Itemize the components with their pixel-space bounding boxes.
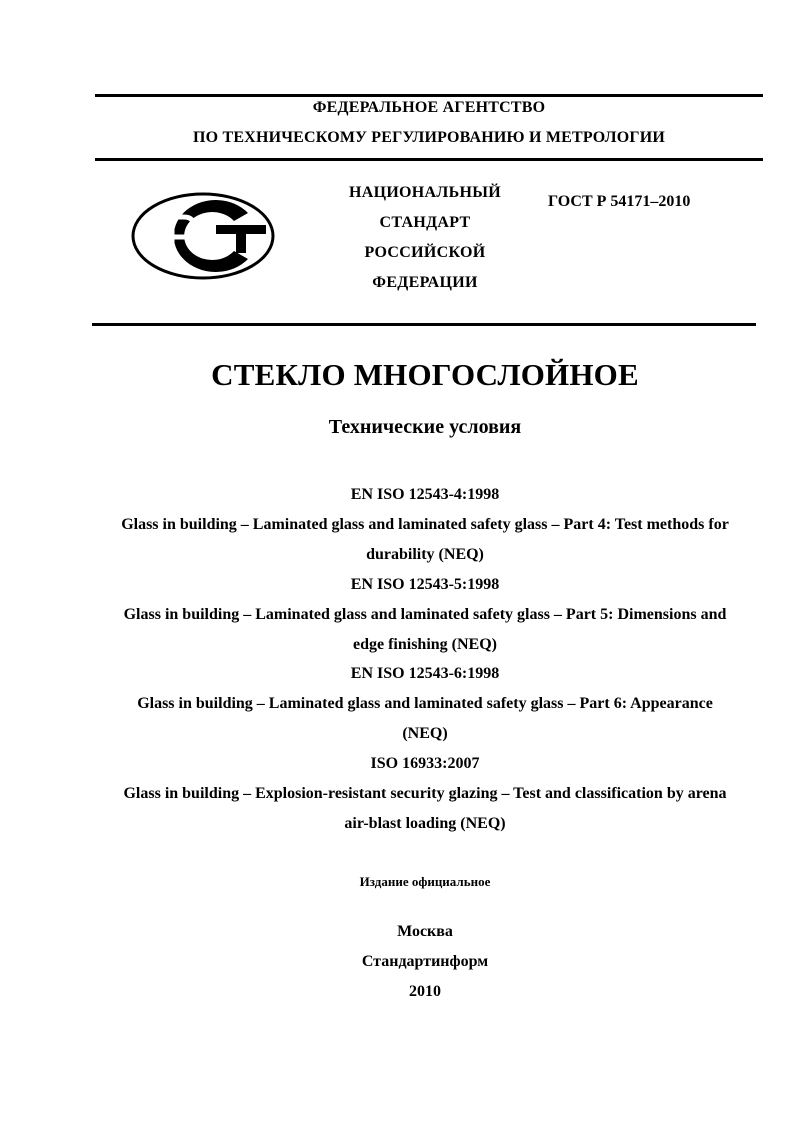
national-standard-line4: ФЕДЕРАЦИИ: [372, 274, 478, 291]
gost-r-logo: [130, 191, 276, 281]
agency-name-line1: ФЕДЕРАЛЬНОЕ АГЕНТСТВО: [312, 99, 546, 116]
related-standard-line: edge finishing (NEQ): [352, 636, 497, 653]
related-standard-line: Glass in building – Laminated glass and laminated safety glass – Part 5: Dimensions and: [123, 606, 727, 623]
related-standard-line: air-blast loading (NEQ): [344, 815, 506, 832]
publisher-name: Стандартинформ: [361, 953, 489, 970]
related-standard-line: (NEQ): [402, 725, 448, 742]
related-standard-line: Glass in building – Explosion-resistant security glazing – Test and classification by arena: [123, 785, 727, 802]
related-standard-line: Glass in building – Laminated glass and laminated safety glass – Part 6: Appearance: [137, 695, 713, 712]
document-title: СТЕКЛО МНОГОСЛОЙНОЕ: [211, 357, 639, 392]
header-bottom-rule: [95, 158, 763, 161]
related-standard-line: Glass in building – Laminated glass and laminated safety glass – Part 4: Test methods for: [121, 516, 729, 533]
title-separator-rule: [92, 323, 756, 326]
publication-city: Москва: [397, 923, 453, 940]
gost-number: ГОСТ Р 54171–2010: [548, 193, 691, 210]
publication-year: 2010: [409, 983, 441, 1000]
national-standard-line1: НАЦИОНАЛЬНЫЙ: [348, 184, 502, 201]
agency-name-line2: ПО ТЕХНИЧЕСКОМУ РЕГУЛИРОВАНИЮ И МЕТРОЛОГИИ: [192, 129, 666, 146]
edition-note: Издание официальное: [359, 874, 491, 889]
related-standard-line: EN ISO 12543-4:1998: [350, 486, 500, 503]
document-subtitle: Технические условия: [328, 416, 522, 438]
related-standard-line: durability (NEQ): [366, 546, 484, 563]
national-standard-line3: РОССИЙСКОЙ: [364, 244, 486, 261]
related-standard-line: EN ISO 12543-6:1998: [350, 665, 500, 682]
related-standard-line: ISO 16933:2007: [370, 755, 480, 772]
related-standard-line: EN ISO 12543-5:1998: [350, 576, 500, 593]
national-standard-line2: СТАНДАРТ: [379, 214, 471, 231]
header-top-rule: [95, 94, 763, 97]
